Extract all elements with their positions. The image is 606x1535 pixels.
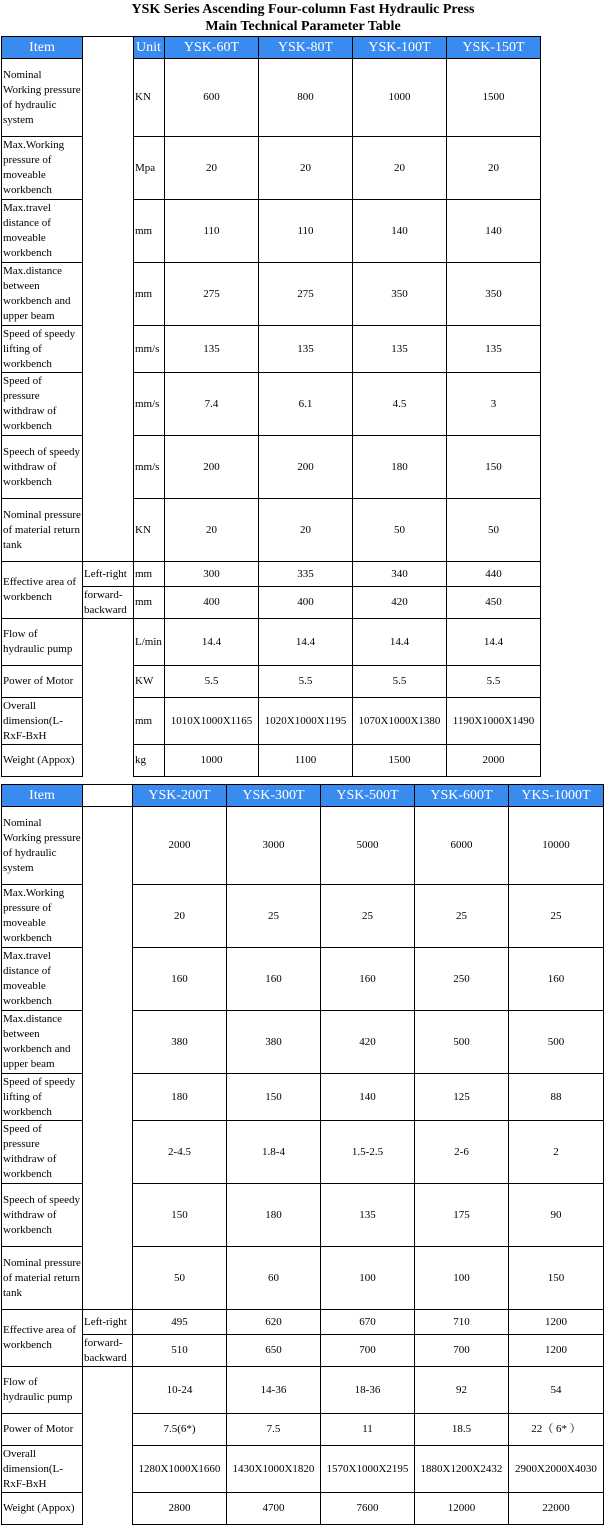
table-row: [2, 1074, 604, 1121]
sub-label-forward-backward: forward-backward: [83, 1335, 133, 1367]
value-cell: 160: [321, 948, 415, 1011]
value-cell: 50: [447, 499, 541, 562]
value-cell: 110: [165, 200, 259, 263]
value-cell: 250: [415, 948, 509, 1011]
value-cell: 180: [227, 1184, 321, 1247]
header-blank-cell: [83, 785, 133, 807]
value-cell: 380: [227, 1011, 321, 1074]
value-cell: 510: [133, 1335, 227, 1367]
table-row: [2, 200, 541, 263]
title-line-1: YSK Series Ascending Four-column Fast Hydraulic Press: [131, 2, 475, 17]
value-cell: 135: [165, 326, 259, 373]
value-cell: 2000: [447, 745, 541, 777]
value-cell: 1430X1000X1820: [227, 1446, 321, 1493]
value-cell: 335: [259, 562, 353, 587]
value-cell: 1.8-4: [227, 1121, 321, 1184]
model-header: YKS-1000T: [509, 785, 604, 807]
value-cell: 18.5: [415, 1414, 509, 1446]
value-cell: 5.5: [447, 666, 541, 698]
value-cell: 275: [165, 263, 259, 326]
table-row: [2, 1414, 604, 1446]
value-cell: 7.4: [165, 373, 259, 436]
value-cell: 125: [415, 1074, 509, 1121]
value-cell: 140: [447, 200, 541, 263]
model-header: YSK-300T: [227, 785, 321, 807]
value-cell: 20: [353, 137, 447, 200]
row-label-speed-lifting: Speed of speedy lifting of workbench: [2, 1074, 83, 1121]
blank-cell: [83, 745, 134, 777]
value-cell: 54: [509, 1367, 604, 1414]
value-cell: 10-24: [133, 1367, 227, 1414]
unit-cell: Mpa: [134, 137, 165, 200]
value-cell: 700: [321, 1335, 415, 1367]
table-row: [2, 326, 541, 373]
value-cell: 10000: [509, 807, 604, 885]
value-cell: 2900X2000X4030: [509, 1446, 604, 1493]
unit-cell: KN: [134, 499, 165, 562]
blank-cell: [83, 1446, 133, 1493]
table-row: [2, 698, 541, 745]
value-cell: 400: [259, 587, 353, 619]
table-row: [2, 1184, 604, 1247]
value-cell: 1100: [259, 745, 353, 777]
row-label-nominal-return: Nominal pressure of material return tank: [2, 1247, 83, 1310]
value-cell: 4.5: [353, 373, 447, 436]
value-cell: 300: [165, 562, 259, 587]
value-cell: 5.5: [353, 666, 447, 698]
table-row: [2, 1446, 604, 1493]
value-cell: 1000: [353, 59, 447, 137]
value-cell: 135: [447, 326, 541, 373]
row-label-max-travel: Max.travel distance of moveable workbench: [2, 200, 83, 263]
value-cell: 50: [133, 1247, 227, 1310]
blank-cell: [83, 698, 134, 745]
value-cell: 2-4.5: [133, 1121, 227, 1184]
value-cell: 140: [353, 200, 447, 263]
value-cell: 1200: [509, 1310, 604, 1335]
value-cell: 350: [447, 263, 541, 326]
value-cell: 340: [353, 562, 447, 587]
value-cell: 450: [447, 587, 541, 619]
value-cell: 11: [321, 1414, 415, 1446]
value-cell: 6.1: [259, 373, 353, 436]
value-cell: 25: [227, 885, 321, 948]
value-cell: 800: [259, 59, 353, 137]
value-cell: 4700: [227, 1493, 321, 1525]
value-cell: 20: [133, 885, 227, 948]
value-cell: 90: [509, 1184, 604, 1247]
table-row: [2, 1121, 604, 1184]
value-cell: 100: [321, 1247, 415, 1310]
value-cell: 1070X1000X1380: [353, 698, 447, 745]
model-header: YSK-600T: [415, 785, 509, 807]
row-label-speed-lifting: Speed of speedy lifting of workbench: [2, 326, 83, 373]
table-row: [2, 1367, 604, 1414]
model-header: YSK-500T: [321, 785, 415, 807]
value-cell: 160: [133, 948, 227, 1011]
row-label-power: Power of Motor: [2, 1414, 83, 1446]
header-row: [2, 37, 541, 59]
unit-cell: mm: [134, 698, 165, 745]
blank-cell: [83, 1247, 133, 1310]
value-cell: 275: [259, 263, 353, 326]
value-cell: 2800: [133, 1493, 227, 1525]
value-cell: 20: [165, 499, 259, 562]
table-row: [2, 948, 604, 1011]
sub-label-left-right: Left-right: [83, 1310, 133, 1335]
value-cell: 1880X1200X2432: [415, 1446, 509, 1493]
table-row: [2, 666, 541, 698]
row-label-effective-area: Effective area of workbench: [2, 1310, 83, 1367]
value-cell: 150: [447, 436, 541, 499]
header-row: [2, 785, 604, 807]
value-cell: 1500: [353, 745, 447, 777]
row-label-speech-withdraw: Speech of speedy withdraw of workbench: [2, 1184, 83, 1247]
table-row: [2, 807, 604, 885]
value-cell: 2000: [133, 807, 227, 885]
table-row: [2, 1493, 604, 1525]
unit-cell: mm/s: [134, 436, 165, 499]
blank-cell: [83, 1414, 133, 1446]
value-cell: 92: [415, 1367, 509, 1414]
table-row: [2, 745, 541, 777]
unit-cell: KW: [134, 666, 165, 698]
table-row: [2, 59, 541, 137]
row-label-speed-pressure: Speed of pressure withdraw of workbench: [2, 1121, 83, 1184]
value-cell: 380: [133, 1011, 227, 1074]
blank-cell: [83, 1493, 133, 1525]
blank-cell: [83, 619, 134, 666]
value-cell: 50: [353, 499, 447, 562]
table-row: [2, 499, 541, 562]
value-cell: 150: [509, 1247, 604, 1310]
value-cell: 1.5-2.5: [321, 1121, 415, 1184]
value-cell: 135: [259, 326, 353, 373]
value-cell: 600: [165, 59, 259, 137]
value-cell: 670: [321, 1310, 415, 1335]
table-row: [2, 587, 541, 619]
row-label-flow: Flow of hydraulic pump: [2, 619, 83, 666]
value-cell: 7.5(6*): [133, 1414, 227, 1446]
value-cell: 60: [227, 1247, 321, 1310]
model-header: YSK-100T: [353, 37, 447, 59]
value-cell: 400: [165, 587, 259, 619]
blank-cell: [83, 666, 134, 698]
unit-cell: KN: [134, 59, 165, 137]
model-header: YSK-200T: [133, 785, 227, 807]
row-label-max-working-pressure: Max.Working pressure of moveable workbench: [2, 137, 83, 200]
blank-cell: [83, 807, 133, 885]
table-row: [2, 1310, 604, 1335]
blank-cell: [83, 1367, 133, 1414]
value-cell: 20: [259, 499, 353, 562]
value-cell: 20: [447, 137, 541, 200]
value-cell: 12000: [415, 1493, 509, 1525]
value-cell: 500: [509, 1011, 604, 1074]
row-label-speed-pressure: Speed of pressure withdraw of workbench: [2, 373, 83, 436]
value-cell: 5000: [321, 807, 415, 885]
value-cell: 25: [415, 885, 509, 948]
value-cell: 25: [321, 885, 415, 948]
unit-cell: mm: [134, 587, 165, 619]
value-cell: 14.4: [353, 619, 447, 666]
value-cell: 1280X1000X1660: [133, 1446, 227, 1493]
row-label-weight: Weight (Appox): [2, 745, 83, 777]
unit-cell: L/min: [134, 619, 165, 666]
table-row: [2, 1011, 604, 1074]
title-line-2: Main Technical Parameter Table: [205, 19, 401, 34]
page-title: [0, 0, 606, 36]
value-cell: 7600: [321, 1493, 415, 1525]
value-cell: 1500: [447, 59, 541, 137]
model-header: YSK-150T: [447, 37, 541, 59]
value-cell: 1010X1000X1165: [165, 698, 259, 745]
item-header: Item: [2, 785, 83, 807]
table-row: [2, 1335, 604, 1367]
row-label-nominal-pressure: Nominal Working pressure of hydraulic system: [2, 59, 83, 137]
blank-cell: [83, 1011, 133, 1074]
header-blank-cell: [83, 37, 134, 562]
value-cell: 25: [509, 885, 604, 948]
row-label-max-distance: Max.distance between workbench and upper beam: [2, 1011, 83, 1074]
value-cell: 650: [227, 1335, 321, 1367]
value-cell: 7.5: [227, 1414, 321, 1446]
blank-cell: [83, 885, 133, 948]
table-row: [2, 885, 604, 948]
unit-cell: mm: [134, 562, 165, 587]
table-row: [2, 1247, 604, 1310]
value-cell: 200: [165, 436, 259, 499]
parameter-table-1: [1, 36, 541, 777]
value-cell: 14.4: [447, 619, 541, 666]
value-cell: 150: [133, 1184, 227, 1247]
blank-cell: [83, 1121, 133, 1184]
model-header: YSK-60T: [165, 37, 259, 59]
value-cell: 420: [353, 587, 447, 619]
value-cell: 135: [321, 1184, 415, 1247]
value-cell: 3000: [227, 807, 321, 885]
value-cell: 5.5: [259, 666, 353, 698]
value-cell: 2-6: [415, 1121, 509, 1184]
unit-cell: mm: [134, 263, 165, 326]
row-label-flow: Flow of hydraulic pump: [2, 1367, 83, 1414]
unit-cell: mm: [134, 200, 165, 263]
value-cell: 350: [353, 263, 447, 326]
value-cell: 440: [447, 562, 541, 587]
item-header: Item: [2, 37, 83, 59]
value-cell: 1570X1000X2195: [321, 1446, 415, 1493]
value-cell: 100: [415, 1247, 509, 1310]
value-cell: 420: [321, 1011, 415, 1074]
table-row: [2, 562, 541, 587]
row-label-max-distance: Max.distance between workbench and upper beam: [2, 263, 83, 326]
unit-cell: mm/s: [134, 373, 165, 436]
row-label-overall: Overall dimension(L-RxF-BxH: [2, 1446, 83, 1493]
table-row: [2, 373, 541, 436]
value-cell: 22（ 6* ）: [509, 1414, 604, 1446]
unit-header: Unit: [134, 37, 165, 59]
row-label-effective-area: Effective area of workbench: [2, 562, 83, 619]
value-cell: 14-36: [227, 1367, 321, 1414]
value-cell: 175: [415, 1184, 509, 1247]
value-cell: 710: [415, 1310, 509, 1335]
row-label-max-working-pressure: Max.Working pressure of moveable workbench: [2, 885, 83, 948]
row-label-power: Power of Motor: [2, 666, 83, 698]
model-header: YSK-80T: [259, 37, 353, 59]
value-cell: 620: [227, 1310, 321, 1335]
table-row: [2, 619, 541, 666]
row-label-nominal-pressure: Nominal Working pressure of hydraulic system: [2, 807, 83, 885]
value-cell: 2: [509, 1121, 604, 1184]
value-cell: 495: [133, 1310, 227, 1335]
value-cell: 180: [353, 436, 447, 499]
value-cell: 150: [227, 1074, 321, 1121]
table-row: [2, 137, 541, 200]
unit-cell: kg: [134, 745, 165, 777]
parameter-table-2: [1, 784, 604, 1525]
value-cell: 700: [415, 1335, 509, 1367]
value-cell: 14.4: [259, 619, 353, 666]
sub-label-left-right: Left-right: [83, 562, 134, 587]
row-label-nominal-return: Nominal pressure of material return tank: [2, 499, 83, 562]
value-cell: 180: [133, 1074, 227, 1121]
value-cell: 1000: [165, 745, 259, 777]
value-cell: 110: [259, 200, 353, 263]
sub-label-forward-backward: forward-backward: [83, 587, 134, 619]
value-cell: 5.5: [165, 666, 259, 698]
value-cell: 14.4: [165, 619, 259, 666]
value-cell: 1020X1000X1195: [259, 698, 353, 745]
row-label-overall: Overall dimension(L-RxF-BxH: [2, 698, 83, 745]
unit-cell: mm/s: [134, 326, 165, 373]
value-cell: 135: [353, 326, 447, 373]
value-cell: 6000: [415, 807, 509, 885]
value-cell: 22000: [509, 1493, 604, 1525]
value-cell: 160: [509, 948, 604, 1011]
row-label-speech-withdraw: Speech of speedy withdraw of workbench: [2, 436, 83, 499]
value-cell: 88: [509, 1074, 604, 1121]
value-cell: 1200: [509, 1335, 604, 1367]
blank-cell: [83, 1074, 133, 1121]
value-cell: 500: [415, 1011, 509, 1074]
value-cell: 160: [227, 948, 321, 1011]
value-cell: 1190X1000X1490: [447, 698, 541, 745]
table-row: [2, 436, 541, 499]
value-cell: 20: [259, 137, 353, 200]
value-cell: 140: [321, 1074, 415, 1121]
blank-cell: [83, 948, 133, 1011]
row-label-max-travel: Max.travel distance of moveable workbench: [2, 948, 83, 1011]
value-cell: 18-36: [321, 1367, 415, 1414]
value-cell: 20: [165, 137, 259, 200]
value-cell: 3: [447, 373, 541, 436]
table-row: [2, 263, 541, 326]
value-cell: 200: [259, 436, 353, 499]
blank-cell: [83, 1184, 133, 1247]
row-label-weight: Weight (Appox): [2, 1493, 83, 1525]
